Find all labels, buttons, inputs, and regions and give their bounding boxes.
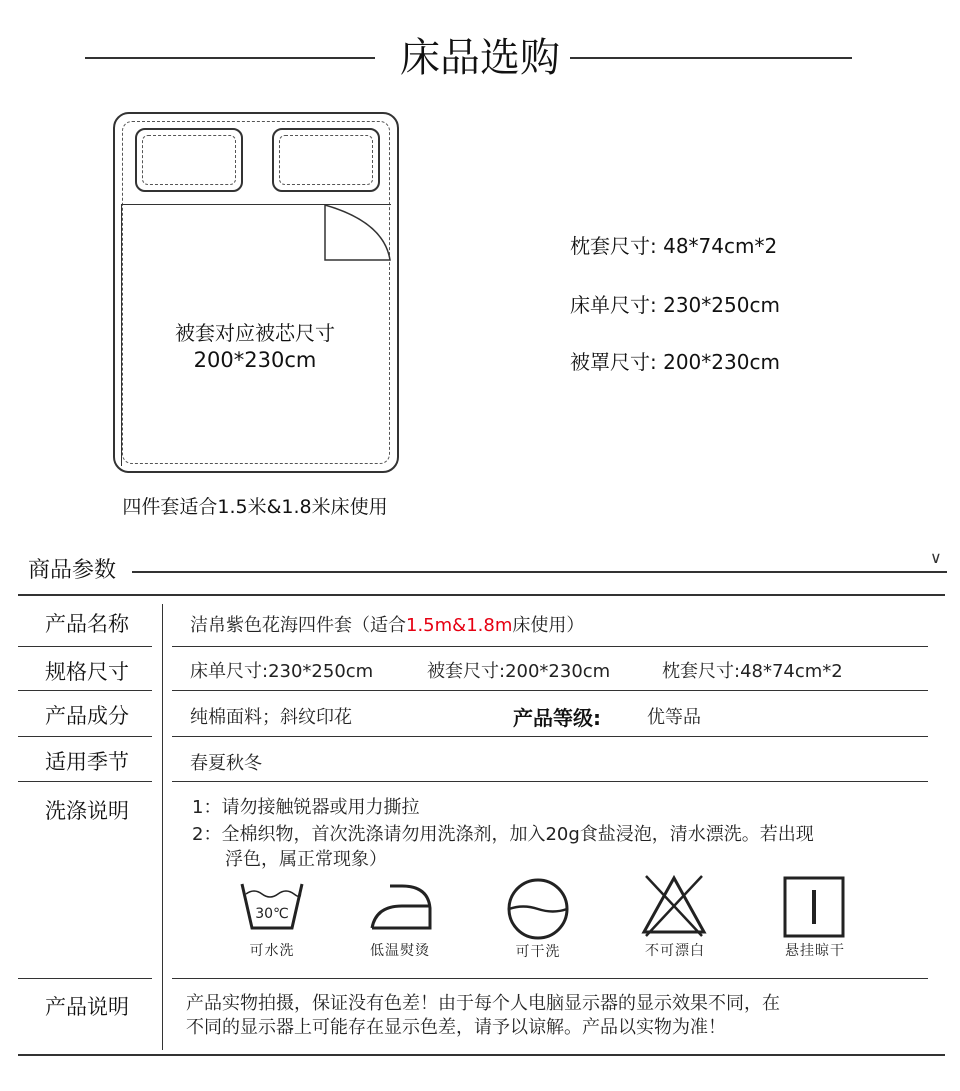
icon-caption-wash: 可水洗 <box>249 943 295 959</box>
iron-low-icon <box>368 880 434 932</box>
label-wash: 洗涤说明 <box>45 799 129 823</box>
value-product-name: 洁帛紫色花海四件套（适合1.5m&1.8m床使用） <box>190 615 585 636</box>
table-column-divider <box>162 604 163 1050</box>
row-divider-label <box>18 781 152 782</box>
label-product-name: 产品名称 <box>45 612 129 636</box>
description-line-1: 产品实物拍摄，保证没有色差！由于每个人电脑显示器的显示效果不同，在 <box>186 993 780 1014</box>
label-size: 规格尺寸 <box>45 660 129 684</box>
header-line-right <box>570 57 852 59</box>
chevron-down-icon[interactable]: ∨ <box>930 548 942 567</box>
params-title-line <box>132 571 947 573</box>
icon-caption-iron: 低温熨烫 <box>370 943 430 959</box>
row-divider-label <box>18 690 152 691</box>
hang-dry-icon <box>783 876 845 938</box>
value-season: 春夏秋冬 <box>190 753 262 774</box>
row-divider-label <box>18 978 152 979</box>
duvet-left-edge <box>121 204 122 466</box>
wash-line-1: 1：请勿接触锐器或用力撕拉 <box>192 797 420 818</box>
diagram-caption: 四件套适合1.5米&1.8米床使用 <box>122 496 388 518</box>
value-sheet-size: 床单尺寸:230*250cm <box>190 661 374 682</box>
params-title: 商品参数 <box>28 558 117 583</box>
svg-text:30℃: 30℃ <box>255 906 289 922</box>
spec-duvet-cover: 被罩尺寸: 200*230cm <box>570 350 780 374</box>
duvet-label: 被套对应被芯尺寸 <box>175 321 335 345</box>
row-divider-label <box>18 736 152 737</box>
dry-clean-icon <box>505 876 571 942</box>
row-divider-value <box>172 978 928 979</box>
description-line-2: 不同的显示器上可能存在显示色差，请予以谅解。产品以实物为准！ <box>186 1017 726 1038</box>
spec-pillowcase: 枕套尺寸: 48*74cm*2 <box>570 234 778 258</box>
label-grade: 产品等级: <box>513 706 601 730</box>
wash-line-3: 浮色，属正常现象） <box>225 849 387 870</box>
row-divider-value <box>172 690 928 691</box>
spec-sheet: 床单尺寸: 230*250cm <box>570 293 780 317</box>
no-bleach-icon <box>640 872 708 938</box>
row-divider-value <box>172 646 928 647</box>
table-bottom-border <box>18 1054 945 1056</box>
row-divider-value <box>172 736 928 737</box>
label-season: 适用季节 <box>45 750 129 774</box>
header-line-left <box>85 57 375 59</box>
row-divider-label <box>18 646 152 647</box>
icon-caption-no-bleach: 不可漂白 <box>645 943 705 959</box>
value-grade: 优等品 <box>647 707 701 728</box>
wash-30-icon <box>239 880 305 932</box>
duvet-size: 200*230cm <box>193 348 317 372</box>
value-material: 纯棉面料；斜纹印花 <box>190 707 352 728</box>
table-top-border <box>18 594 945 596</box>
label-description: 产品说明 <box>45 995 129 1019</box>
label-material: 产品成分 <box>45 704 129 728</box>
value-pillow-size: 枕套尺寸:48*74cm*2 <box>662 661 843 682</box>
icon-caption-dry-clean: 可干洗 <box>515 944 561 960</box>
value-duvet-size: 被套尺寸:200*230cm <box>427 661 611 682</box>
page-title: 床品选购 <box>400 35 560 81</box>
pillow-left <box>135 128 243 192</box>
duvet-fold-corner <box>324 204 392 264</box>
icon-caption-hang-dry: 悬挂晾干 <box>785 943 845 959</box>
pillow-right <box>272 128 380 192</box>
row-divider-value <box>172 781 928 782</box>
wash-line-2: 2：全棉织物，首次洗涤请勿用洗涤剂，加入20g食盐浸泡，清水漂洗。若出现 <box>192 824 814 845</box>
